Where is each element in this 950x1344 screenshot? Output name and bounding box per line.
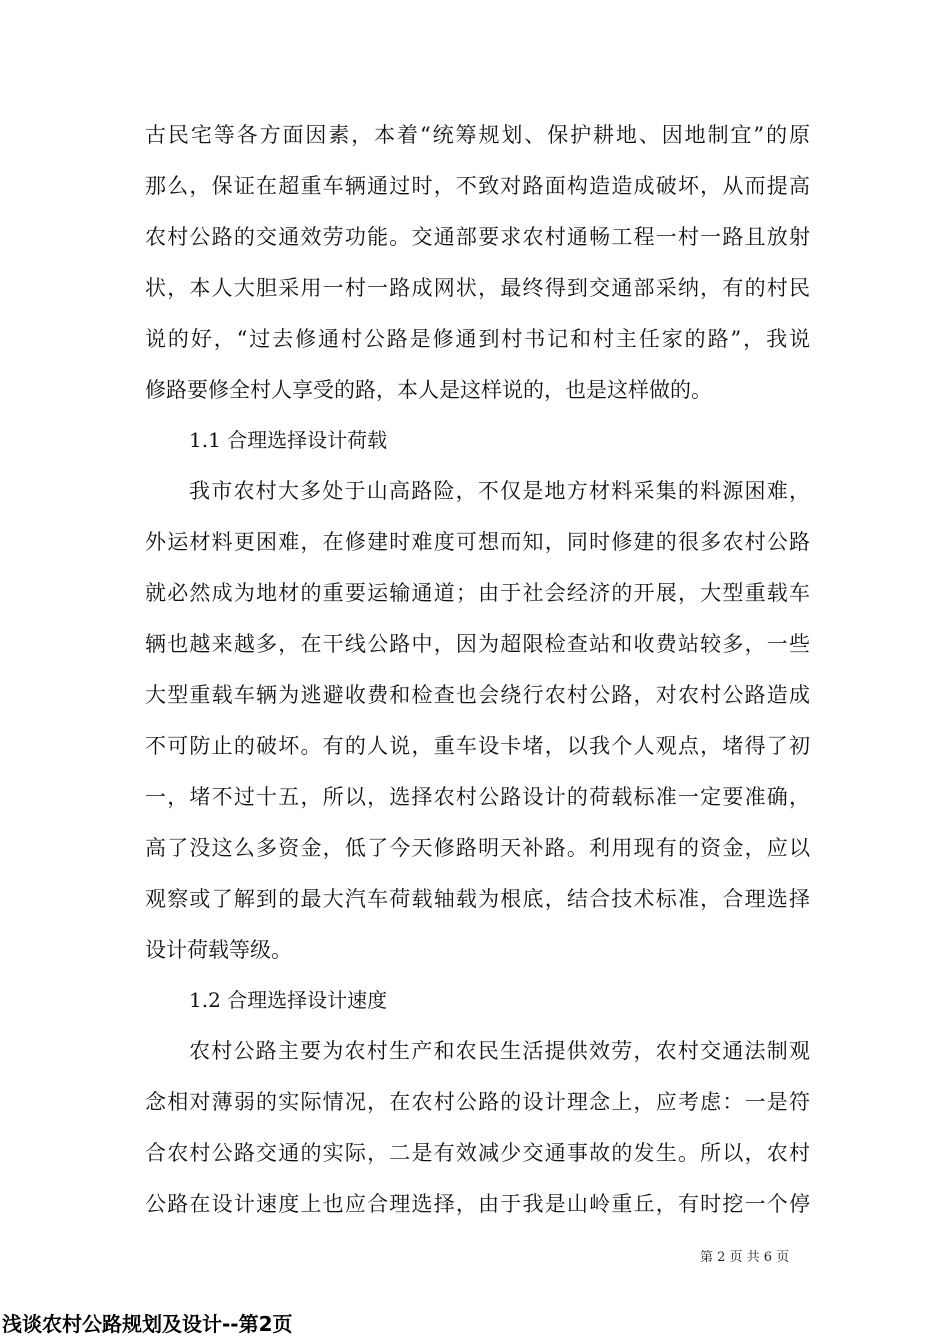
paragraph-line: 古民宅等各方面因素，本着“统筹规划、保护耕地、因地制宜”的原 <box>145 123 810 147</box>
paragraph-line: 观察或了解到的最大汽车荷载轴载为根底，结合技术标准，合理选择 <box>145 887 810 911</box>
paragraph-line: 我市农村大多处于山高路险，不仅是地方材料采集的料源困难， <box>189 479 810 503</box>
paragraph-line: 那么，保证在超重车辆通过时，不致对路面构造造成破坏，从而提高 <box>145 174 810 198</box>
paragraph-line: 辆也越来越多，在干线公路中，因为超限检查站和收费站较多，一些 <box>145 632 810 656</box>
page-indicator: 第 2 页 共 6 页 <box>700 1250 790 1265</box>
paragraph-line: 公路在设计速度上也应合理选择，由于我是山岭重丘，有时挖一个停 <box>145 1192 810 1216</box>
paragraph-line: 农村公路主要为农村生产和农民生活提供效劳，农村交通法制观 <box>189 1039 810 1063</box>
section-heading-1-2: 1.2 合理选择设计速度 <box>189 988 388 1012</box>
section-heading-1-1: 1.1 合理选择设计荷载 <box>189 428 388 452</box>
paragraph-line: 大型重载车辆为逃避收费和检查也会绕行农村公路，对农村公路造成 <box>145 683 810 707</box>
paragraph-line: 一，堵不过十五，所以，选择农村公路设计的荷载标准一定要准确， <box>145 785 810 809</box>
paragraph-line: 农村公路的交通效劳功能。交通部要求农村通畅工程一村一路且放射 <box>145 225 810 249</box>
paragraph-line: 不可防止的破坏。有的人说，重车设卡堵，以我个人观点，堵得了初 <box>145 734 810 758</box>
paragraph-line: 就必然成为地材的重要运输通道；由于社会经济的开展，大型重载车 <box>145 581 810 605</box>
paragraph-line: 高了没这么多资金，低了今天修路明天补路。利用现有的资金，应以 <box>145 836 810 860</box>
paragraph-line: 说的好，“过去修通村公路是修通到村书记和村主任家的路”，我说 <box>145 327 810 351</box>
paragraph-line: 合农村公路交通的实际，二是有效减少交通事故的发生。所以，农村 <box>145 1141 810 1165</box>
paragraph-line: 状，本人大胆采用一村一路成网状，最终得到交通部采纳，有的村民 <box>145 276 810 300</box>
paragraph-line: 念相对薄弱的实际情况，在农村公路的设计理念上，应考虑：一是符 <box>145 1090 810 1114</box>
paragraph-line: 修路要修全村人享受的路，本人是这样说的，也是这样做的。 <box>145 378 712 402</box>
paragraph-line: 设计荷载等级。 <box>145 938 292 962</box>
paragraph-line: 外运材料更困难，在修建时难度可想而知，同时修建的很多农村公路 <box>145 530 810 554</box>
document-title-caption: 浅谈农村公路规划及设计--第2页 <box>2 1312 293 1336</box>
